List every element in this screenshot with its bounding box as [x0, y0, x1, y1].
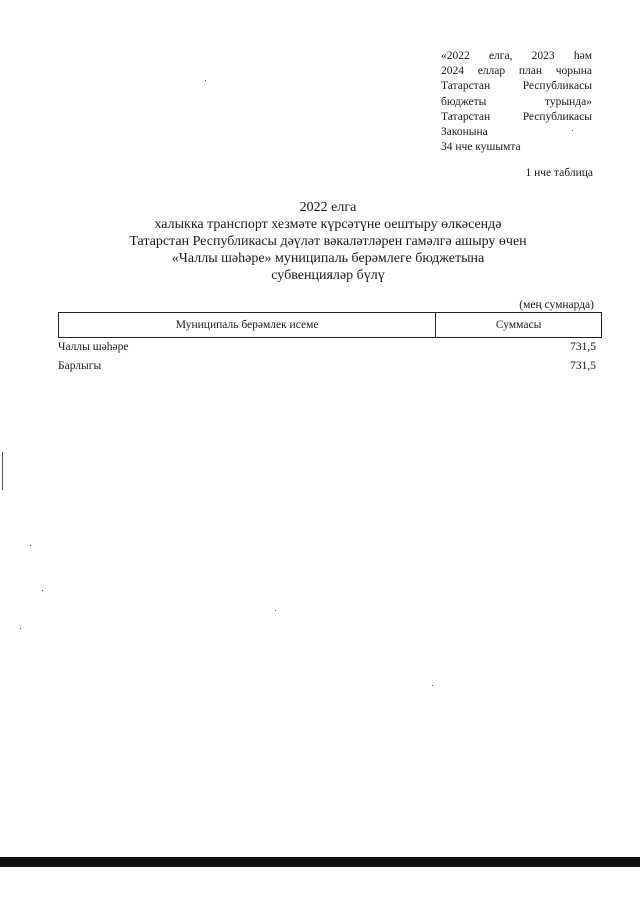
scan-artifact — [20, 628, 21, 629]
scan-artifact — [275, 610, 276, 611]
scan-artifact — [432, 685, 433, 686]
document-title — [100, 199, 556, 284]
table-header-row — [59, 313, 602, 338]
appendix-note — [441, 49, 592, 155]
title-line: «Чаллы шәһәре» муниципаль берәмлеге бюджетына — [171, 251, 485, 266]
scan-artifact — [572, 130, 573, 131]
table-row-total — [58, 359, 596, 374]
appendix-line: Татарстан Республикасы — [441, 80, 592, 93]
total-amount: 731,5 — [570, 360, 596, 372]
scan-border — [0, 857, 640, 867]
scan-artifact — [42, 590, 43, 591]
scan-artifact — [30, 545, 31, 546]
appendix-line: 2024 еллар план чорына — [441, 65, 592, 78]
row-amount: 731,5 — [570, 341, 596, 353]
header-municipality: Муниципаль берәмлек исеме — [59, 313, 436, 338]
title-line: халыкка транспорт хезмәте күрсәтүне оештыру өлкәсендә — [154, 217, 502, 232]
appendix-line: «2022 елга, 2023 һәм — [441, 50, 592, 62]
subvention-table — [58, 312, 602, 338]
scan-artifact — [2, 452, 3, 490]
appendix-line: бюджеты турында» — [441, 95, 592, 108]
total-label: Барлыгы — [58, 360, 102, 372]
table-number: 1 нче таблица — [525, 167, 593, 179]
title-line: Татарстан Республикасы дәүләт вәкаләтләрен гамәлгә ашыру өчен — [129, 234, 527, 249]
units-note: (мең сумнарда) — [519, 299, 594, 311]
title-line: субвенцияләр бүлү — [271, 268, 385, 283]
appendix-line: Законына — [441, 126, 488, 139]
scan-artifact — [205, 80, 206, 81]
row-municipality: Чаллы шәһәре — [58, 341, 129, 353]
appendix-line: Татарстан Республикасы — [441, 110, 592, 123]
header-amount: Суммасы — [436, 313, 602, 338]
appendix-line: 34 нче кушымта — [441, 141, 521, 154]
table-row — [58, 340, 596, 355]
title-line: 2022 елга — [299, 200, 357, 215]
